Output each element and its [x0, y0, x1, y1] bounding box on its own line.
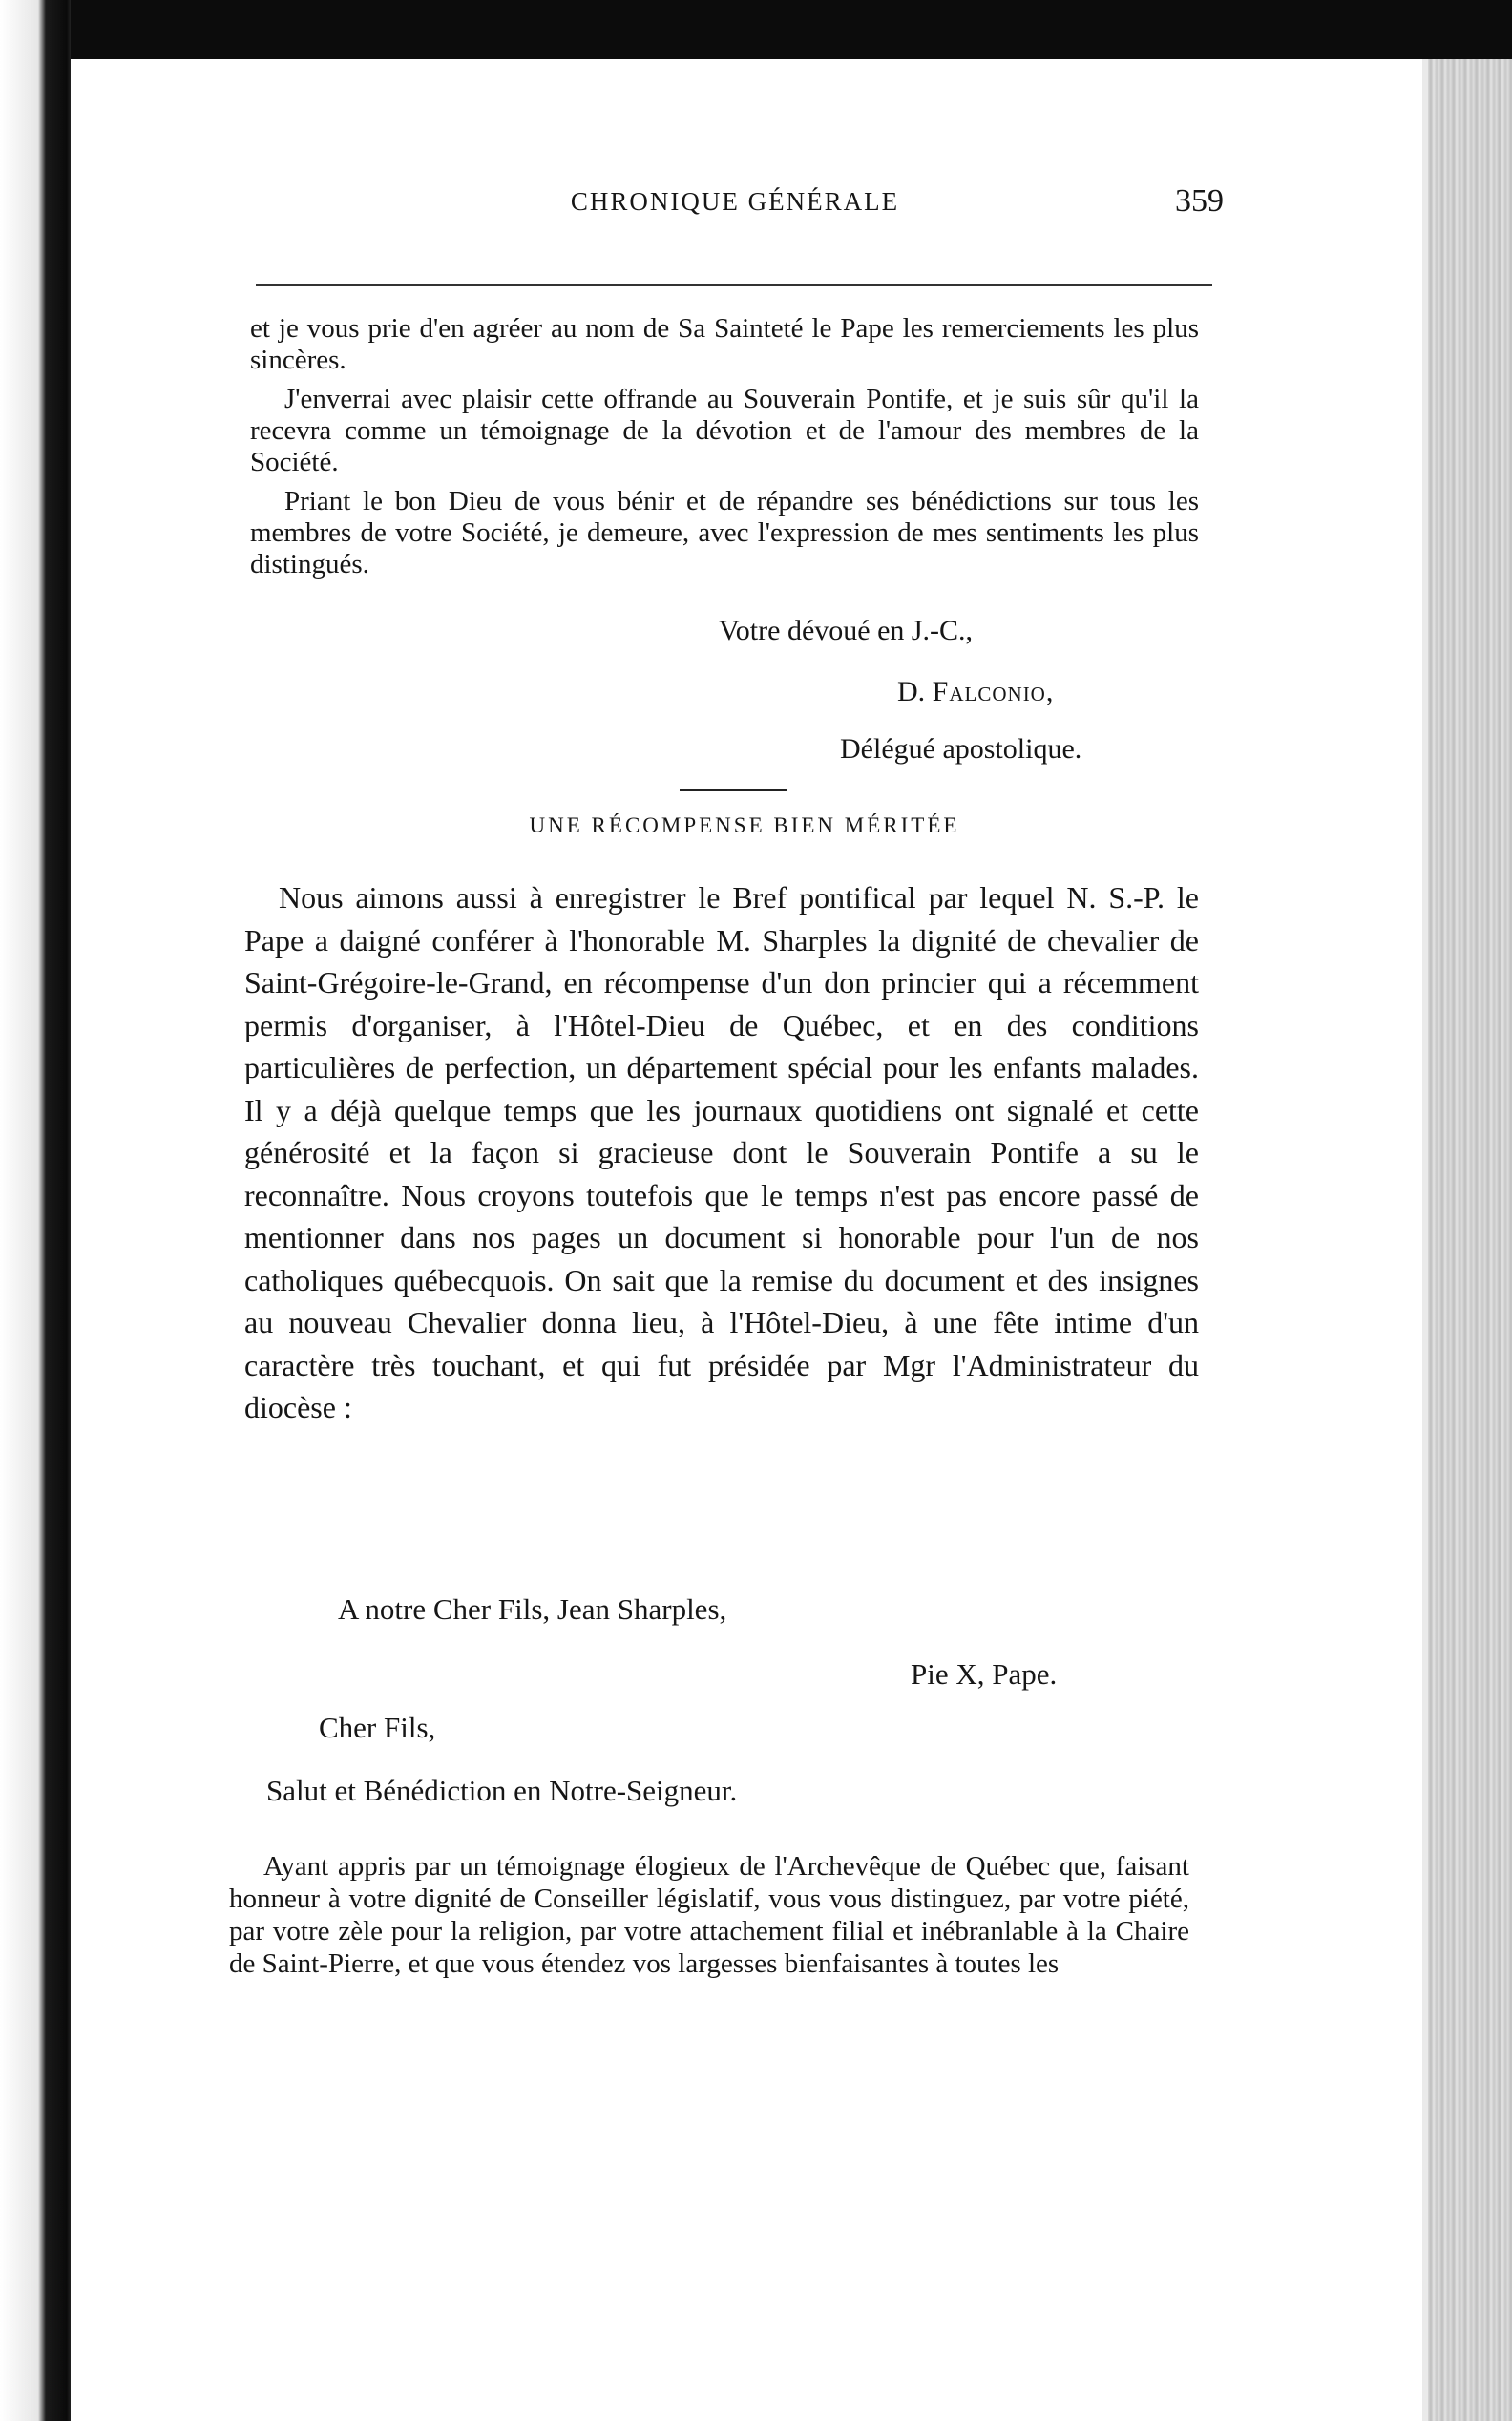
signature-initial: D.: [897, 676, 926, 707]
signature-title: Délégué apostolique.: [840, 733, 1082, 765]
brief-address: A notre Cher Fils, Jean Sharples,: [338, 1592, 727, 1626]
section-divider: [680, 789, 787, 791]
letter-paragraph-1: et je vous prie d'en agréer au nom de Sa Sainteté le Pape les remerciements les plus sincères.: [250, 313, 1199, 375]
letter-paragraph-3: Priant le bon Dieu de vous bénir et de répandre ses bénédictions sur tous les membres de votre Société, je demeure, avec l'expression de mes sentiments les plus distingués.: [250, 486, 1199, 579]
brief-salutation: Cher Fils,: [319, 1711, 436, 1744]
signature-name: Falconio,: [932, 676, 1055, 707]
section-paragraph: Nous aimons aussi à enregistrer le Bref pontifical par lequel N. S.-P. le Pape a daigné conférer à l'honorable M. Sharples la dignité de chevalier de Saint-Grégoire-le-Grand, en récompense d'un don princier qui a récemment permis d'organiser, à l'Hôtel-Dieu de Québec, et en des conditions particulières de perfection, un département spécial pour les enfants malades. Il y a déjà quelque temps que les journaux quotidiens ont signalé et cette générosité et la façon si gracieuse dont le Souverain Pontife a su le reconnaître. Nous croyons toutefois que le temps n'est pas encore passé de mentionner dans nos pages un document si honorable pour l'un de nos catholiques québecquois. On sait que la remise du document et des insignes au nouveau Chevalier donna lieu, à l'Hôtel-Dieu, à une fête intime d'un caractère très touchant, et qui fut présidée par Mgr l'Administrateur du diocèse :: [244, 880, 1199, 1424]
brief-body: [229, 1850, 1189, 1980]
header-rule: [256, 284, 1212, 286]
section-title: UNE RÉCOMPENSE BIEN MÉRITÉE: [529, 813, 960, 837]
running-head: [258, 183, 1224, 229]
section-body: [244, 876, 1199, 1429]
brief-sender: Pie X, Pape.: [911, 1657, 1058, 1691]
letter-paragraphs: [250, 313, 1199, 580]
letter-paragraph-2: J'enverrai avec plaisir cette offrande au Souverain Pontife, et je suis sûr qu'il la recevra comme un témoignage de la dévotion et de l'amour des membres de la Société.: [250, 384, 1199, 477]
running-head-title: CHRONIQUE GÉNÉRALE: [570, 187, 900, 216]
page-number: 359: [1175, 183, 1224, 219]
scan-gutter: [0, 0, 71, 2421]
brief-greeting: Salut et Bénédiction en Notre-Seigneur.: [266, 1774, 738, 1807]
scan-top-border: [0, 0, 1512, 59]
scan-page-stack: [1428, 59, 1512, 2421]
letter-signature: [897, 676, 1054, 708]
letter-closing: Votre dévoué en J.-C.,: [719, 615, 974, 646]
brief-paragraph: Ayant appris par un témoignage élogieux de l'Archevêque de Québec que, faisant honneur à votre dignité de Conseiller législatif, vous vous distinguez, par votre piété, par votre zèle pour la religion, par votre attachement filial et inébranlable à la Chaire de Saint-Pierre, et que vous étendez vos largesses bienfaisantes à toutes les: [229, 1851, 1189, 1979]
